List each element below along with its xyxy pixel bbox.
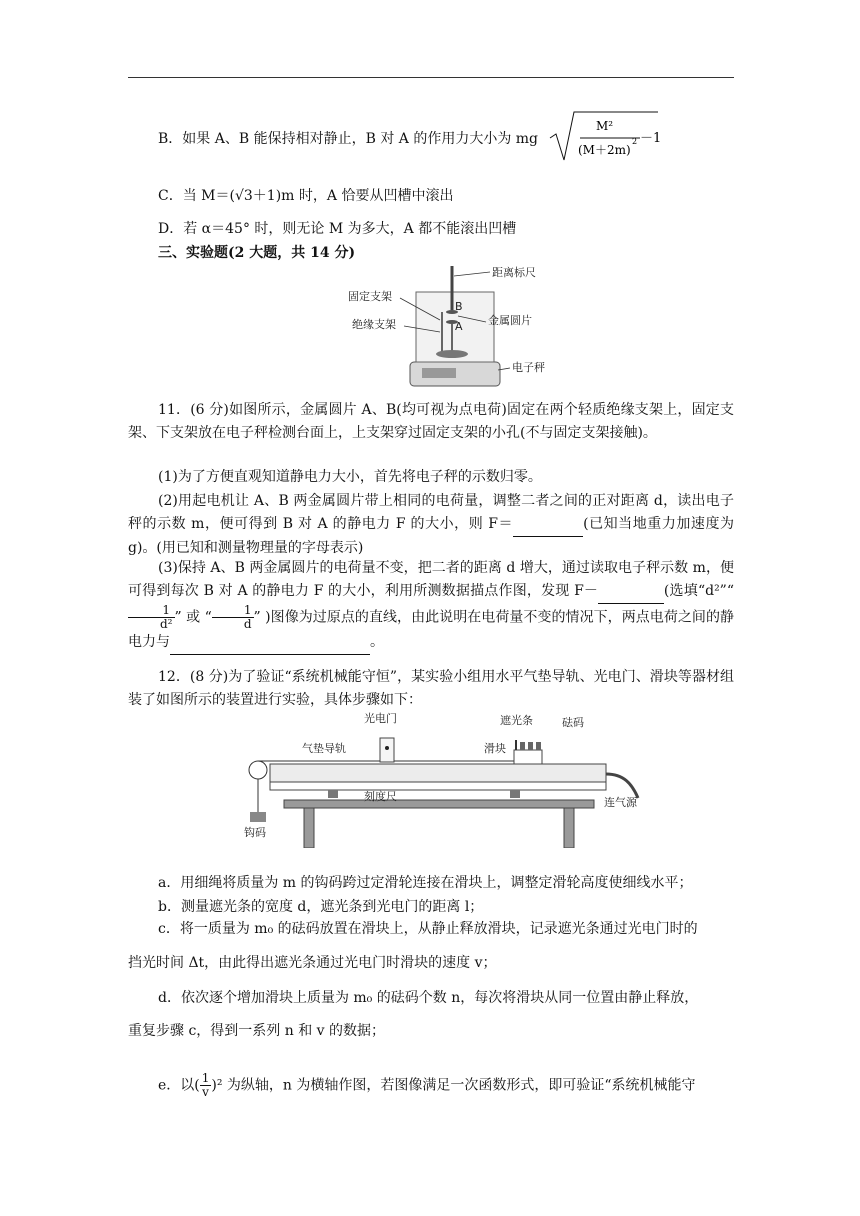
sqrt-expression <box>548 108 668 164</box>
frac-1-d: $\frac{1}{d}$ <box>212 604 254 631</box>
option-b <box>158 128 538 148</box>
option-b-text: B．如果 A、B 能保持相对静止，B 对 A 的作用力大小为 mg <box>158 131 539 147</box>
option-c: C．当 M＝(√3＋1)m 时，A 恰要从凹槽中滚出 <box>158 188 454 204</box>
table-top <box>284 800 594 808</box>
q11-part1: (1)为了方便直观知道静电力大小，首先将电子秤的示数归零。 <box>158 469 542 485</box>
label-weights: 砝码 <box>562 716 584 729</box>
q12-step-a: a．用细绳将质量为 m 的钩码跨过定滑轮连接在滑块上，调整定滑轮高度使细线水平； <box>158 875 693 891</box>
frac-1-v: $\frac{1}{v}$ <box>201 1071 210 1099</box>
section-title: 三、实验题(2 大题，共 14 分) <box>158 245 356 261</box>
label-metal-disc: 金属圆片 <box>488 314 532 327</box>
hook-weight <box>250 812 266 822</box>
label-hook-weight: 钩码 <box>244 826 266 839</box>
pulley <box>249 761 267 779</box>
frac-1-d2: $\frac{1}{\text{d²}}$ <box>128 604 175 631</box>
label-ruler: 距离标尺 <box>492 266 536 279</box>
slider <box>514 750 542 764</box>
label-light-strip: 遮光条 <box>500 714 533 727</box>
label-scale: 电子秤 <box>512 361 545 374</box>
label-insulate-support: 绝缘支架 <box>352 318 396 331</box>
sqrt-num: M² <box>596 119 614 133</box>
label-photogate: 光电门 <box>364 712 397 725</box>
header-rule <box>128 77 734 78</box>
table-leg-right <box>564 808 574 848</box>
track-foot-left <box>328 790 338 798</box>
q12-step-d1: d．依次逐个增加滑块上质量为 m₀ 的砝码个数 n，每次将滑块从同一位置由静止释放， <box>158 990 699 1006</box>
scale-pan <box>436 350 468 358</box>
answer-blank-conclusion <box>170 631 370 655</box>
q12-step-c1: c．将一质量为 m₀ 的砝码放置在滑块上，从静止释放滑块，记录遮光条通过光电门时的 <box>158 921 698 937</box>
answer-blank-relation <box>598 580 664 604</box>
label-ruler-scale: 刻度尺 <box>364 790 397 803</box>
figure-air-track <box>240 708 660 848</box>
q11-part2: (2)用起电机让 A、B 两金属圆片带上相同的电荷量，调整二者之间的正对距离 d，读出电子秤的示数 m，便可得到 B 对 A 的静电力 F 的大小，则 F＝ (已知当地重力加速度为 g)。(用已知和测量物理量的字母表示) <box>128 493 734 556</box>
label-air-source: 连气源 <box>604 796 637 809</box>
label-a: A <box>455 320 463 333</box>
scale-ruler <box>270 782 606 790</box>
sqrt-pow: 2 <box>632 137 638 146</box>
q11-intro: 11．(6 分)如图所示，金属圆片 A、B(均可视为点电荷)固定在两个轻质绝缘支架上，固定支架、下支架放在电子秤检测台面上，上支架穿过固定支架的小孔(不与固定支架接触)。 <box>128 402 734 441</box>
label-air-track: 气垫导轨 <box>302 742 346 755</box>
sqrt-den: (M＋2m) <box>578 143 631 157</box>
sqrt-tail: －1 <box>640 131 662 146</box>
option-d: D．若 α＝45° 时，则无论 M 为多大，A 都不能滚出凹槽 <box>158 221 517 237</box>
scale-display <box>422 368 456 378</box>
figure-electronic-scale <box>340 262 580 392</box>
q12-intro: 12．(8 分)为了验证“系统机械能守恒”，某实验小组用水平气垫导轨、光电门、滑块等器材组装了如图所示的装置进行实验，具体步骤如下： <box>128 669 734 708</box>
q12-step-b: b．测量遮光条的宽度 d，遮光条到光电门的距离 l； <box>158 899 484 915</box>
q12-step-d2: 重复步骤 c，得到一系列 n 和 v 的数据； <box>128 1023 386 1039</box>
air-hose <box>606 774 638 798</box>
label-b: B <box>455 300 463 313</box>
air-track <box>270 764 606 782</box>
q11-part3: (3)保持 A、B 两金属圆片的电荷量不变，把二者的距离 d 增大，通过读取电子秤示数 m，便可得到每次 B 对 A 的静电力 F 的大小，利用所测数据描点作图，发现 F－ (选填“d²”“ $\frac{1}{\text{d²}}$ ” 或 “ $\frac{1}{d}$ ” )图像为过原点的直线，由此说明在电荷量不变的情况下，两点电荷之间的静电力与 。 <box>128 557 734 655</box>
label-slider: 滑块 <box>484 742 506 755</box>
label-fixed-support: 固定支架 <box>348 290 392 303</box>
answer-blank-f <box>513 513 583 537</box>
table-leg-left <box>304 808 314 848</box>
q12-step-c2: 挡光时间 Δt，由此得出遮光条通过光电门时滑块的速度 v； <box>128 955 497 971</box>
track-foot-right <box>510 790 520 798</box>
q12-step-e: e．以( $\frac{1}{v}$ )² 为纵轴，n 为横轴作图，若图像满足一次函数形式，即可验证“系统机械能守 <box>158 1071 696 1099</box>
